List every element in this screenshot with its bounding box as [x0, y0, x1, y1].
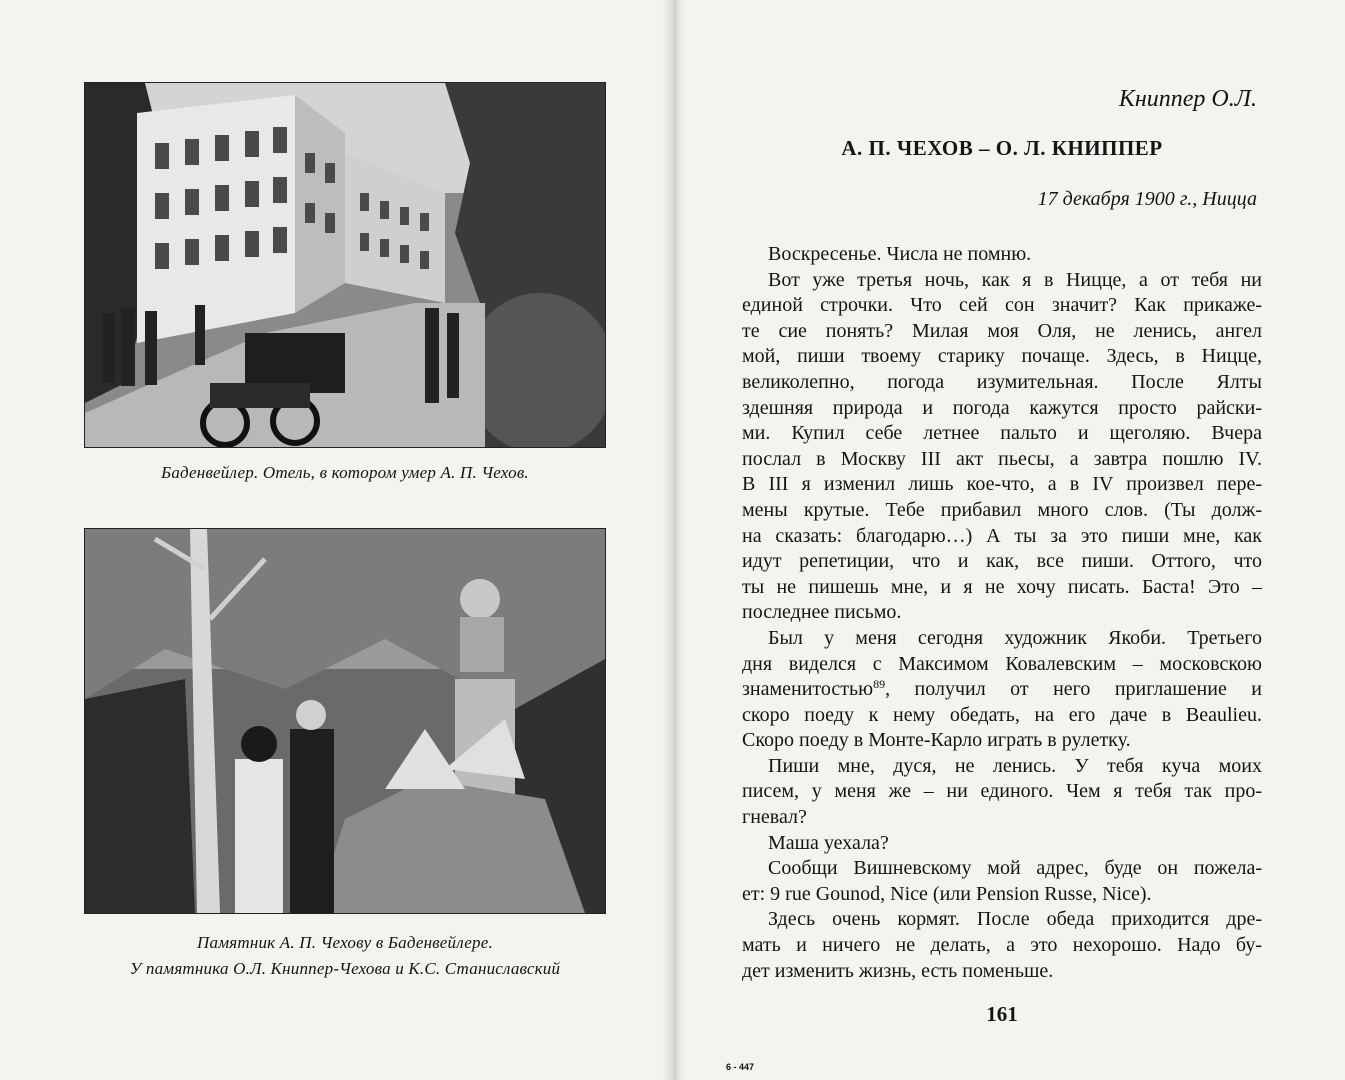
- letter-line: идут репетиции, что и как, все пиши. Оттого, что: [742, 550, 1262, 573]
- letter-line: на сказать: благодарю…) А ты за это пиши мне, как: [742, 524, 1262, 547]
- hotel-photo: [84, 82, 606, 448]
- letter-line: здешняя природа и погода кажутся просто райски-: [742, 396, 1262, 419]
- letter-line: мены крутые. Тебе прибавил много слов. (Ты долж-: [742, 498, 1262, 521]
- book-spine-shadow: [662, 0, 686, 1080]
- letter-line: Вот уже третья ночь, как я в Ницце, а от тебя ни: [768, 268, 1262, 291]
- letter-line: ми. Купил себе летнее пальто и щеголяю. Вчера: [742, 422, 1262, 445]
- letter-line: дет изменить жизнь, есть поменьше.: [742, 959, 1054, 982]
- letter-line: гневал?: [742, 806, 807, 829]
- letter-line: ты не пишешь мне, и я не хочу писать. Баста! Это –: [742, 575, 1262, 598]
- letter-title: А. П. ЧЕХОВ – О. Л. КНИППЕР: [841, 136, 1163, 160]
- letter-line: Скоро поеду в Монте-Карло играть в рулетку.: [742, 729, 1131, 752]
- letter-date-place: 17 декабря 1900 г., Ницца: [1037, 188, 1257, 210]
- letter-line: Сообщи Вишневскому мой адрес, буде он пожела-: [768, 857, 1262, 880]
- letter-line: В III я изменил лишь кое-что, а в IV произвел пере-: [742, 473, 1262, 496]
- printer-signature-mark: 6 - 447: [726, 1062, 755, 1072]
- letter-line: дня виделся с Максимом Ковалевским – московскою: [742, 652, 1262, 675]
- letter-line: великолепно, погода изумительная. После Ялты: [742, 370, 1262, 393]
- letter-body: [742, 242, 1262, 984]
- letter-line: те сие понять? Милая моя Оля, не ленись, ангел: [742, 319, 1262, 342]
- monument-photo-caption-1: Памятник А. П. Чехову в Баденвейлере.: [197, 933, 493, 952]
- letter-line: Здесь очень кормят. После обеда приходится дре-: [768, 908, 1262, 931]
- page-number: 161: [986, 1002, 1018, 1026]
- letter-line: Пиши мне, дуся, не ленись. У тебя куча моих: [768, 754, 1262, 777]
- monument-photo-caption-2: У памятника О.Л. Книппер-Чехова и К.С. Станиславский: [129, 959, 561, 978]
- letter-line: последнее письмо.: [742, 601, 902, 624]
- letter-line: Был у меня сегодня художник Якоби. Третьего: [768, 626, 1262, 649]
- footnote-ref: 89: [873, 677, 886, 692]
- letter-line: знаменитостью$^{89}$, получил от него приглашение и: [742, 677, 1262, 701]
- letter-line: мой, пиши твоему старику почаще. Здесь, в Ницце,: [742, 345, 1262, 368]
- letter-line: мать и ничего не делать, а это нехорошо. Надо бу-: [742, 934, 1262, 957]
- letter-line: скоро поеду к нему обедать, на его даче в Beaulieu.: [742, 703, 1262, 726]
- letter-line: писем, у меня же – ни единого. Чем я тебя так про-: [742, 780, 1262, 803]
- letter-line: послал в Москву III акт пьесы, а завтра пошлю IV.: [742, 447, 1262, 470]
- letter-line: Маша уехала?: [768, 831, 889, 854]
- letter-line: ет: 9 rue Gounod, Nice (или Pension Russe, Nice).: [742, 882, 1152, 905]
- monument-photo: [84, 528, 606, 914]
- running-head: Книппер О.Л.: [1118, 86, 1257, 112]
- letter-line: Воскресенье. Числа не помню.: [768, 243, 1032, 265]
- hotel-photo-caption: Баденвейлер. Отель, в котором умер А. П. Чехов.: [161, 463, 529, 482]
- letter-line: единой строчки. Что сей сон значит? Как прикаже-: [742, 294, 1262, 317]
